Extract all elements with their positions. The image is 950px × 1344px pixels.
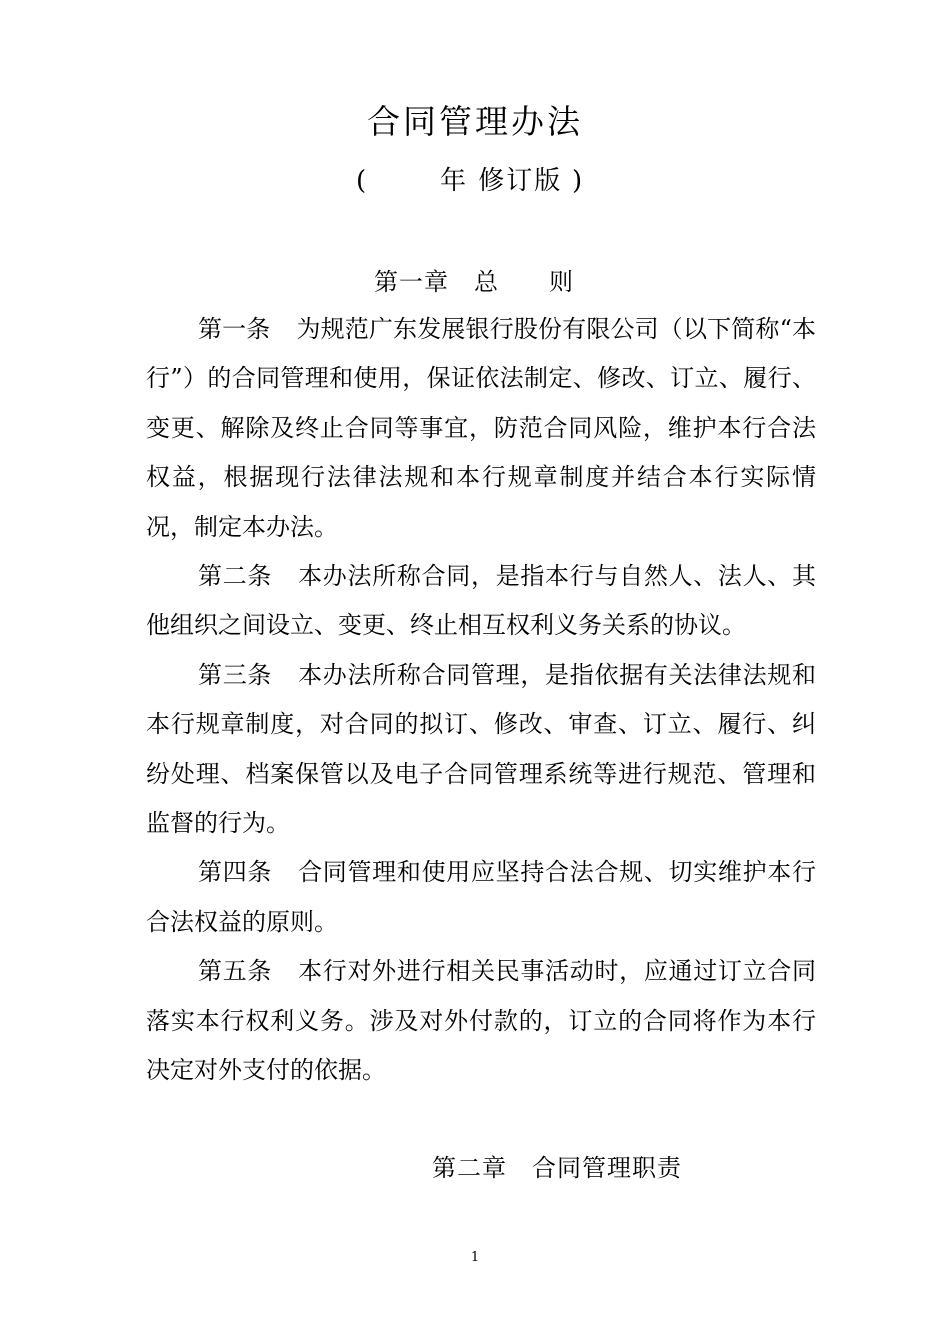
chapter-heading-2: 第二章 合同管理职责 bbox=[432, 1154, 682, 1182]
document-title: 合同管理办法 bbox=[367, 102, 583, 141]
article-number: 第二条 bbox=[198, 562, 273, 591]
articles-body bbox=[146, 305, 816, 1096]
chapter-heading-1: 第一章 总 则 bbox=[374, 268, 574, 296]
subtitle-close-paren: ) bbox=[572, 166, 583, 196]
article-4 bbox=[146, 848, 816, 947]
article-text: 本办法所称合同，是指本行与自然人、法人、其他组织之间设立、变更、终止相互权利义务关系的协议。 bbox=[146, 562, 817, 640]
article-2 bbox=[146, 552, 816, 651]
article-number: 第三条 bbox=[198, 660, 273, 689]
article-text: 本行对外进行相关民事活动时，应通过订立合同落实本行权利义务。涉及对外付款的，订立的合同将作为本行决定对外支付的依据。 bbox=[146, 957, 817, 1085]
article-text: 为规范广东发展银行股份有限公司（以下简称“本行”）的合同管理和使用，保证依法制定、修改、订立、履行、变更、解除及终止合同等事宜，防范合同风险，维护本行合法权益，根据现行法律法规和本行规章制度并结合本行实际情况，制定本办法。 bbox=[146, 315, 816, 541]
article-3 bbox=[146, 651, 816, 849]
subtitle-text: 年 修订版 bbox=[440, 166, 563, 196]
article-5 bbox=[146, 947, 816, 1095]
document-subtitle bbox=[0, 157, 950, 205]
article-number: 第四条 bbox=[198, 858, 273, 887]
article-number: 第一条 bbox=[198, 315, 271, 343]
page-number: 1 bbox=[470, 1250, 480, 1265]
subtitle-open-paren: ( bbox=[356, 166, 367, 196]
article-text: 合同管理和使用应坚持合法合规、切实维护本行合法权益的原则。 bbox=[146, 858, 817, 936]
article-number: 第五条 bbox=[198, 957, 273, 986]
article-1 bbox=[146, 305, 816, 552]
article-text: 本办法所称合同管理，是指依据有关法律法规和本行规章制度，对合同的拟订、修改、审查、订立、履行、纠纷处理、档案保管以及电子合同管理系统等进行规范、管理和监督的行为。 bbox=[146, 660, 817, 838]
